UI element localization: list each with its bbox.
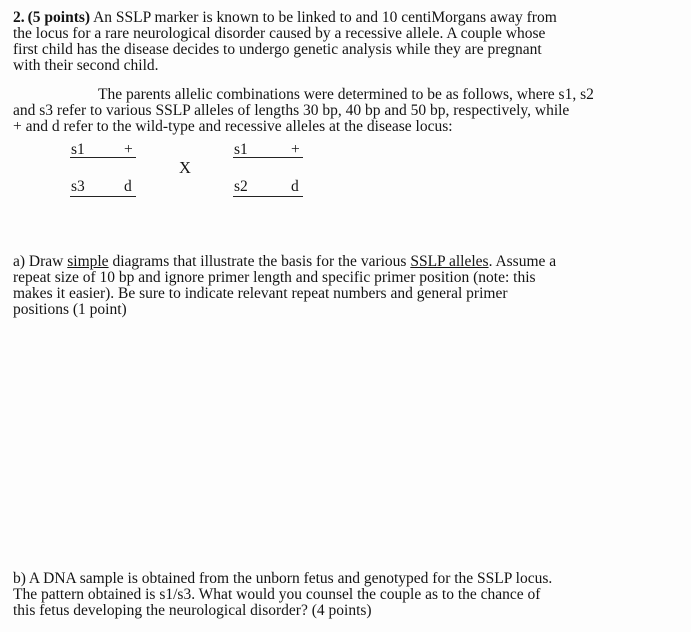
parent1-bottom-chromosome-line xyxy=(70,196,136,197)
parent1-bottom-sslp: s3 xyxy=(71,178,85,195)
part-a-line-4: positions (1 point) xyxy=(13,301,127,318)
part-a-line-2: repeat size of 10 bp and ignore primer length and specific primer position (note: this xyxy=(13,269,536,286)
part-a-underline-simple: simple xyxy=(67,253,109,270)
part-a-text-post: . Assume a xyxy=(488,253,557,270)
parent1-top-sslp: s1 xyxy=(71,141,85,158)
question-points: (5 points) xyxy=(27,9,91,26)
part-b-line-1: b) A DNA sample is obtained from the unborn fetus and genotyped for the SSLP locus. xyxy=(13,570,553,587)
parent2-top-chromosome-line xyxy=(233,157,303,158)
parent2-bottom-disease: d xyxy=(291,178,299,195)
part-b-line-2: The pattern obtained is s1/s3. What would you counsel the couple as to the chance of xyxy=(13,586,541,603)
intro-line-2: the locus for a rare neurological disorder caused by a recessive allele. A couple whose xyxy=(13,25,546,42)
intro-line-3: first child has the disease decides to undergo genetic analysis while they are pregnant xyxy=(13,41,542,58)
para2-line-3: + and d refer to the wild-type and recessive alleles at the disease locus: xyxy=(13,118,453,135)
parent1-top-chromosome-line xyxy=(70,157,136,158)
part-a-line-1 xyxy=(13,254,556,270)
cross-symbol: X xyxy=(179,158,191,177)
part-a-line-3: makes it easier). Be sure to indicate relevant repeat numbers and general primer xyxy=(13,285,508,302)
parent2-bottom-sslp: s2 xyxy=(234,178,248,195)
para2-line-1: The parents allelic combinations were determined to be as follows, where s1, s2 xyxy=(98,86,594,103)
part-a-underline-sslp: SSLP alleles xyxy=(410,253,489,270)
parent2-bottom-chromosome-line xyxy=(233,196,303,197)
question-header xyxy=(13,10,557,26)
para2-line-2: and s3 refer to various SSLP alleles of lengths 30 bp, 40 bp and 50 bp, respectively, while xyxy=(13,102,570,119)
part-a-text-mid: diagrams that illustrate the basis for the various xyxy=(108,253,411,270)
part-a-text-pre: a) Draw xyxy=(13,253,68,270)
intro-line-1: An SSLP marker is known to be linked to and 10 centiMorgans away from xyxy=(93,9,557,26)
parent1-top-disease: + xyxy=(124,141,133,158)
parent1-bottom-disease: d xyxy=(124,178,132,195)
question-number: 2. xyxy=(13,9,25,26)
parent2-top-disease: + xyxy=(291,141,300,158)
intro-line-4: with their second child. xyxy=(13,57,159,74)
part-b-line-3: this fetus developing the neurological disorder? (4 points) xyxy=(13,602,372,619)
parent2-top-sslp: s1 xyxy=(234,141,248,158)
